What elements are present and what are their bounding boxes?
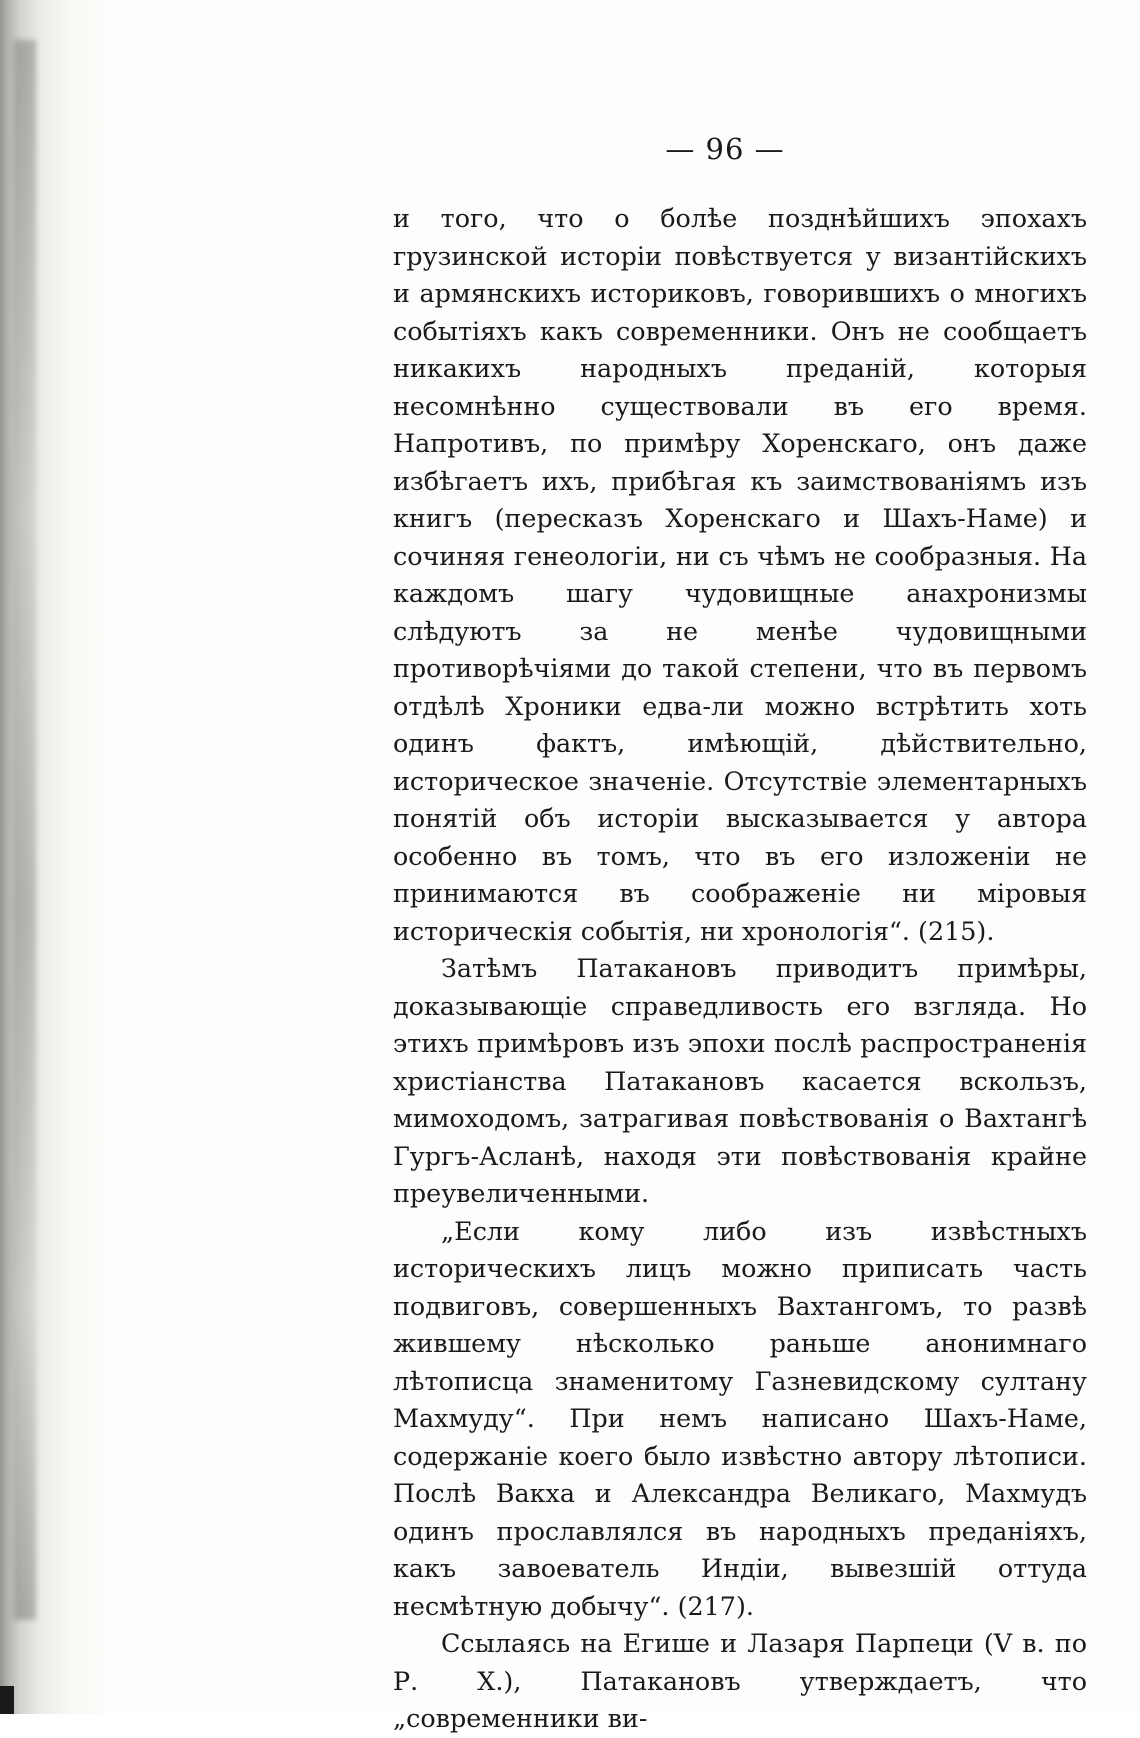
binding-streak [14, 40, 36, 1620]
paragraph-quote-mahmud: „Если кому либо изъ извѣстныхъ историческихъ лицъ можно приписать часть подвиговъ, совершенныхъ Вахтангомъ, то развѣ жившему нѣсколько раньше анонимнаго лѣтописца знаменитому Газневидскому султану Махмуду“. При немъ написано Шахъ-Наме, содержаніе коего было извѣстно автору лѣтописи. Послѣ Вакха и Александра Великаго, Махмудъ одинъ прославлялся въ народныхъ преданіяхъ, какъ завоеватель Индіи, вывезшій оттуда несмѣтную добычу“. (217). [393, 1215, 1087, 1621]
paragraph-patkanov-examples: Затѣмъ Патакановъ приводитъ примѣры, доказывающіе справедливость его взгляда. Но этихъ примѣровъ изъ эпохи послѣ распространенія христіанства Патакановъ касается вскользъ, мимоходомъ, затрагивая повѣствованія о Вахтангѣ Гургъ-Асланѣ, находя эти повѣствованія крайне преувеличенными. [393, 953, 1087, 1208]
paragraph-continuation: и того, что о болѣе позднѣйшихъ эпохахъ грузинской исторіи повѣствуется у византійскихъ и армянскихъ историковъ, говорившихъ о многихъ событіяхъ какъ современники. Онъ не сообщаетъ никакихъ народныхъ преданій, которыя несомнѣнно существовали въ его время. Напротивъ, по примѣру Хоренскаго, онъ даже избѣгаетъ ихъ, прибѣгая къ заимствованіямъ изъ книгъ (пересказъ Хоренскаго и Шахъ-Наме) и сочиняя генеологіи, ни съ чѣмъ не сообразныя. На каждомъ шагу чудовищные анахронизмы слѣдуютъ за не менѣе чудовищными противорѣчіями до такой степени, что въ первомъ отдѣлѣ Хроники едва-ли можно встрѣтить хоть одинъ фактъ, имѣющій, дѣйствительно, историческое значеніе. Отсутствіе элементарныхъ понятій объ исторіи высказывается у автора особенно въ томъ, что въ его изложеніи не принимаются въ соображеніе ни міровыя историческія событія, ни хронологія“. (215). [393, 203, 1087, 946]
scan-corner-mark [0, 1686, 14, 1714]
body-text [393, 200, 1087, 1738]
paragraph-egishe-lazar: Ссылаясь на Егише и Лазаря Парпеци (V в. по Р. Х.), Патакановъ утверждаетъ, что „современники ви- [393, 1628, 1087, 1733]
page-number: — 96 — [665, 132, 785, 166]
